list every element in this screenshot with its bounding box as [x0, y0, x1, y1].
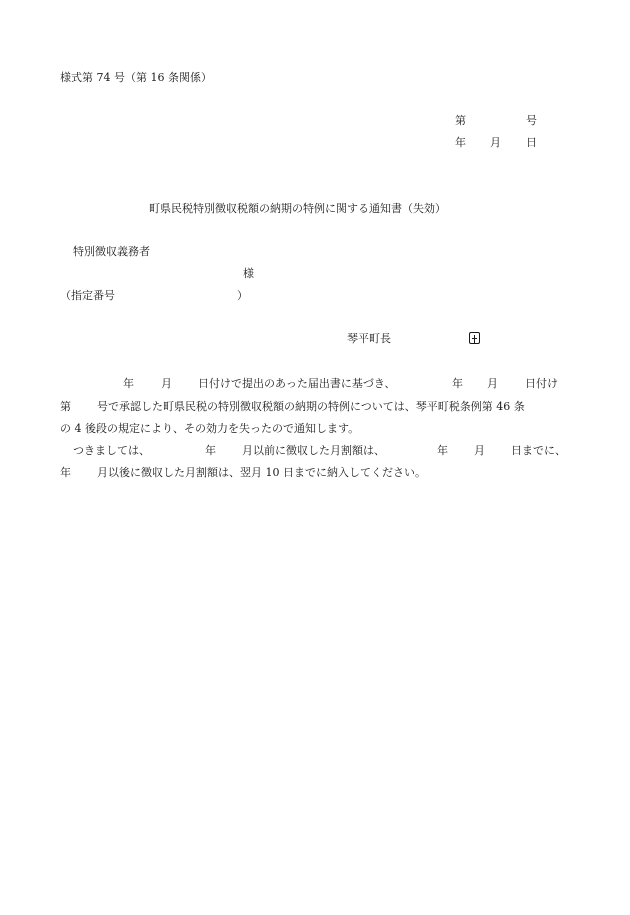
- date-month: 月: [490, 136, 501, 149]
- designation-number-close: ）: [237, 289, 248, 302]
- doc-number-prefix: 第: [455, 114, 466, 127]
- form-number: 様式第 74 号（第 16 条関係）: [60, 71, 212, 84]
- date-year: 年: [455, 136, 466, 149]
- addressee-label: 特別徴収義務者: [73, 245, 150, 258]
- date-day: 日: [526, 136, 537, 149]
- designation-number-open: （指定番号: [60, 289, 115, 302]
- body-l4-text3: 日までに、: [511, 444, 566, 457]
- body-l5-text: 月以後に徴収した月割額は、翌月 10 日までに納入してください。: [97, 466, 426, 479]
- issuer-name: 琴平町長: [347, 332, 391, 345]
- body-l1-year1: 年: [123, 377, 134, 390]
- body-l4-month: 月: [474, 444, 485, 457]
- body-l2-dai: 第: [60, 400, 71, 413]
- body-l4-year1: 年: [205, 444, 216, 457]
- body-l1-year2: 年: [452, 377, 463, 390]
- body-l2-text: 号で承認した町県民税の特別徴収税額の納期の特例については、琴平町税条例第 46 条: [97, 400, 525, 413]
- body-l1-text2: 日付け: [525, 377, 558, 390]
- body-l1-month2: 月: [487, 377, 498, 390]
- seal-icon: [469, 332, 480, 344]
- body-l4-year2: 年: [437, 444, 448, 457]
- body-l3-text: の 4 後段の規定により、その効力を失ったので通知します。: [60, 422, 360, 435]
- body-l4-text1: つきましては、: [73, 444, 150, 457]
- addressee-honorific: 様: [243, 267, 254, 280]
- body-l4-text2: 月以前に徴収した月割額は、: [242, 444, 385, 457]
- document-title: 町県民税特別徴収税額の納期の特例に関する通知書（失効）: [149, 202, 446, 215]
- doc-number-suffix: 号: [526, 114, 537, 127]
- body-l5-year: 年: [60, 466, 71, 479]
- body-l1-month1: 月: [161, 377, 172, 390]
- body-l1-text1: 日付けで提出のあった届出書に基づき、: [198, 377, 396, 390]
